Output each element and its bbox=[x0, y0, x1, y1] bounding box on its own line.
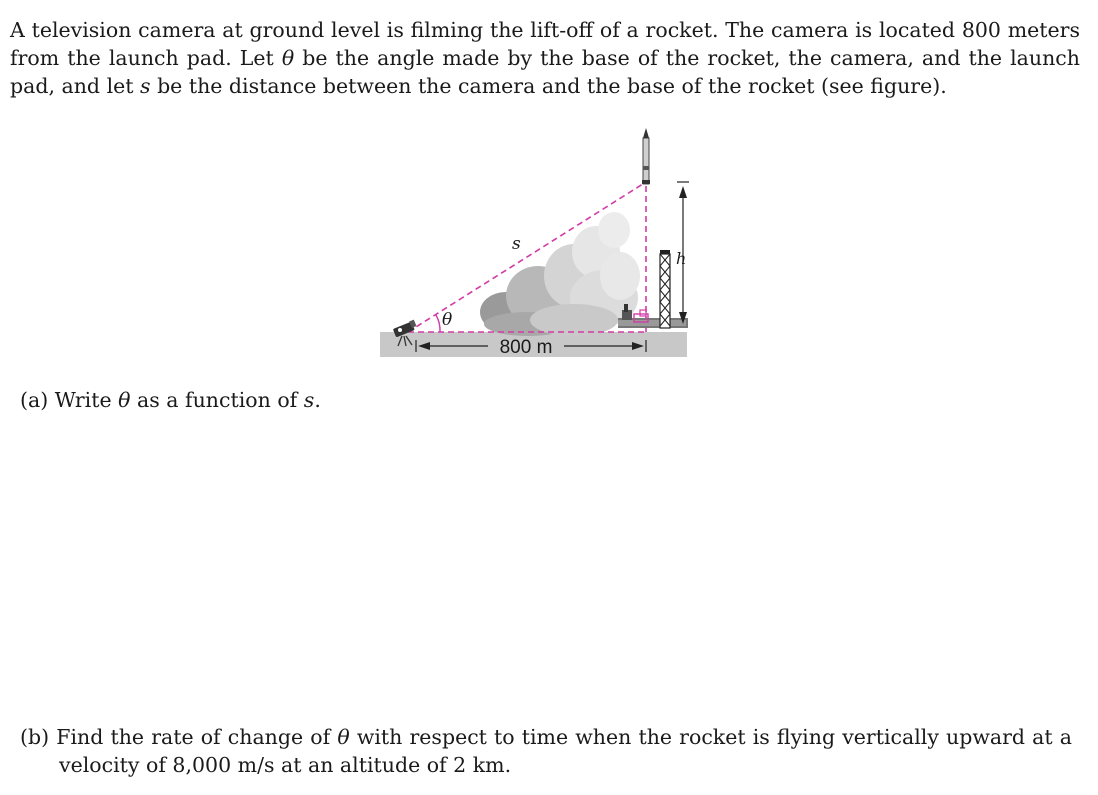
s-symbol: s bbox=[140, 74, 151, 98]
distance-label: 800 m bbox=[499, 337, 553, 358]
h-label: h bbox=[676, 249, 687, 268]
smoke-cloud bbox=[480, 212, 640, 336]
rocket-icon bbox=[642, 128, 650, 184]
part-a-text-2: as a function of bbox=[130, 388, 304, 412]
figure-svg bbox=[378, 126, 690, 360]
problem-statement bbox=[10, 16, 1080, 100]
part-a-theta: θ bbox=[118, 388, 131, 412]
intro-text-1: A television camera at ground level is filming the lift-off of a rocket. The camera is located 800 meters from the launch pad. Let bbox=[10, 18, 1080, 70]
part-a-label: (a) bbox=[20, 388, 49, 412]
part-b bbox=[20, 723, 1072, 779]
part-b-text-1: Find the rate of change of bbox=[49, 725, 338, 749]
part-b-theta: θ bbox=[337, 725, 350, 749]
theta-arc bbox=[436, 315, 440, 332]
part-a bbox=[20, 386, 1080, 414]
theta-symbol: θ bbox=[281, 46, 295, 70]
part-a-text-1: Write bbox=[48, 388, 119, 412]
s-label: s bbox=[512, 234, 521, 254]
part-a-s: s bbox=[303, 388, 315, 412]
rocket-figure bbox=[378, 126, 690, 360]
intro-text-3: be the distance between the camera and the base of the rocket (see figure). bbox=[150, 74, 947, 98]
intro-text-2: be the angle made by the base of the rocket, the camera, and the launch pad, and let bbox=[10, 46, 1080, 98]
part-b-text-2: with respect to time when the rocket is flying vertically upward at a velocity of 8,000 m/s at an altitude of 2 km. bbox=[59, 725, 1072, 777]
theta-label: θ bbox=[442, 310, 453, 330]
part-a-text-3: . bbox=[314, 388, 321, 412]
service-tower bbox=[660, 250, 670, 328]
part-b-label: (b) bbox=[20, 725, 50, 749]
